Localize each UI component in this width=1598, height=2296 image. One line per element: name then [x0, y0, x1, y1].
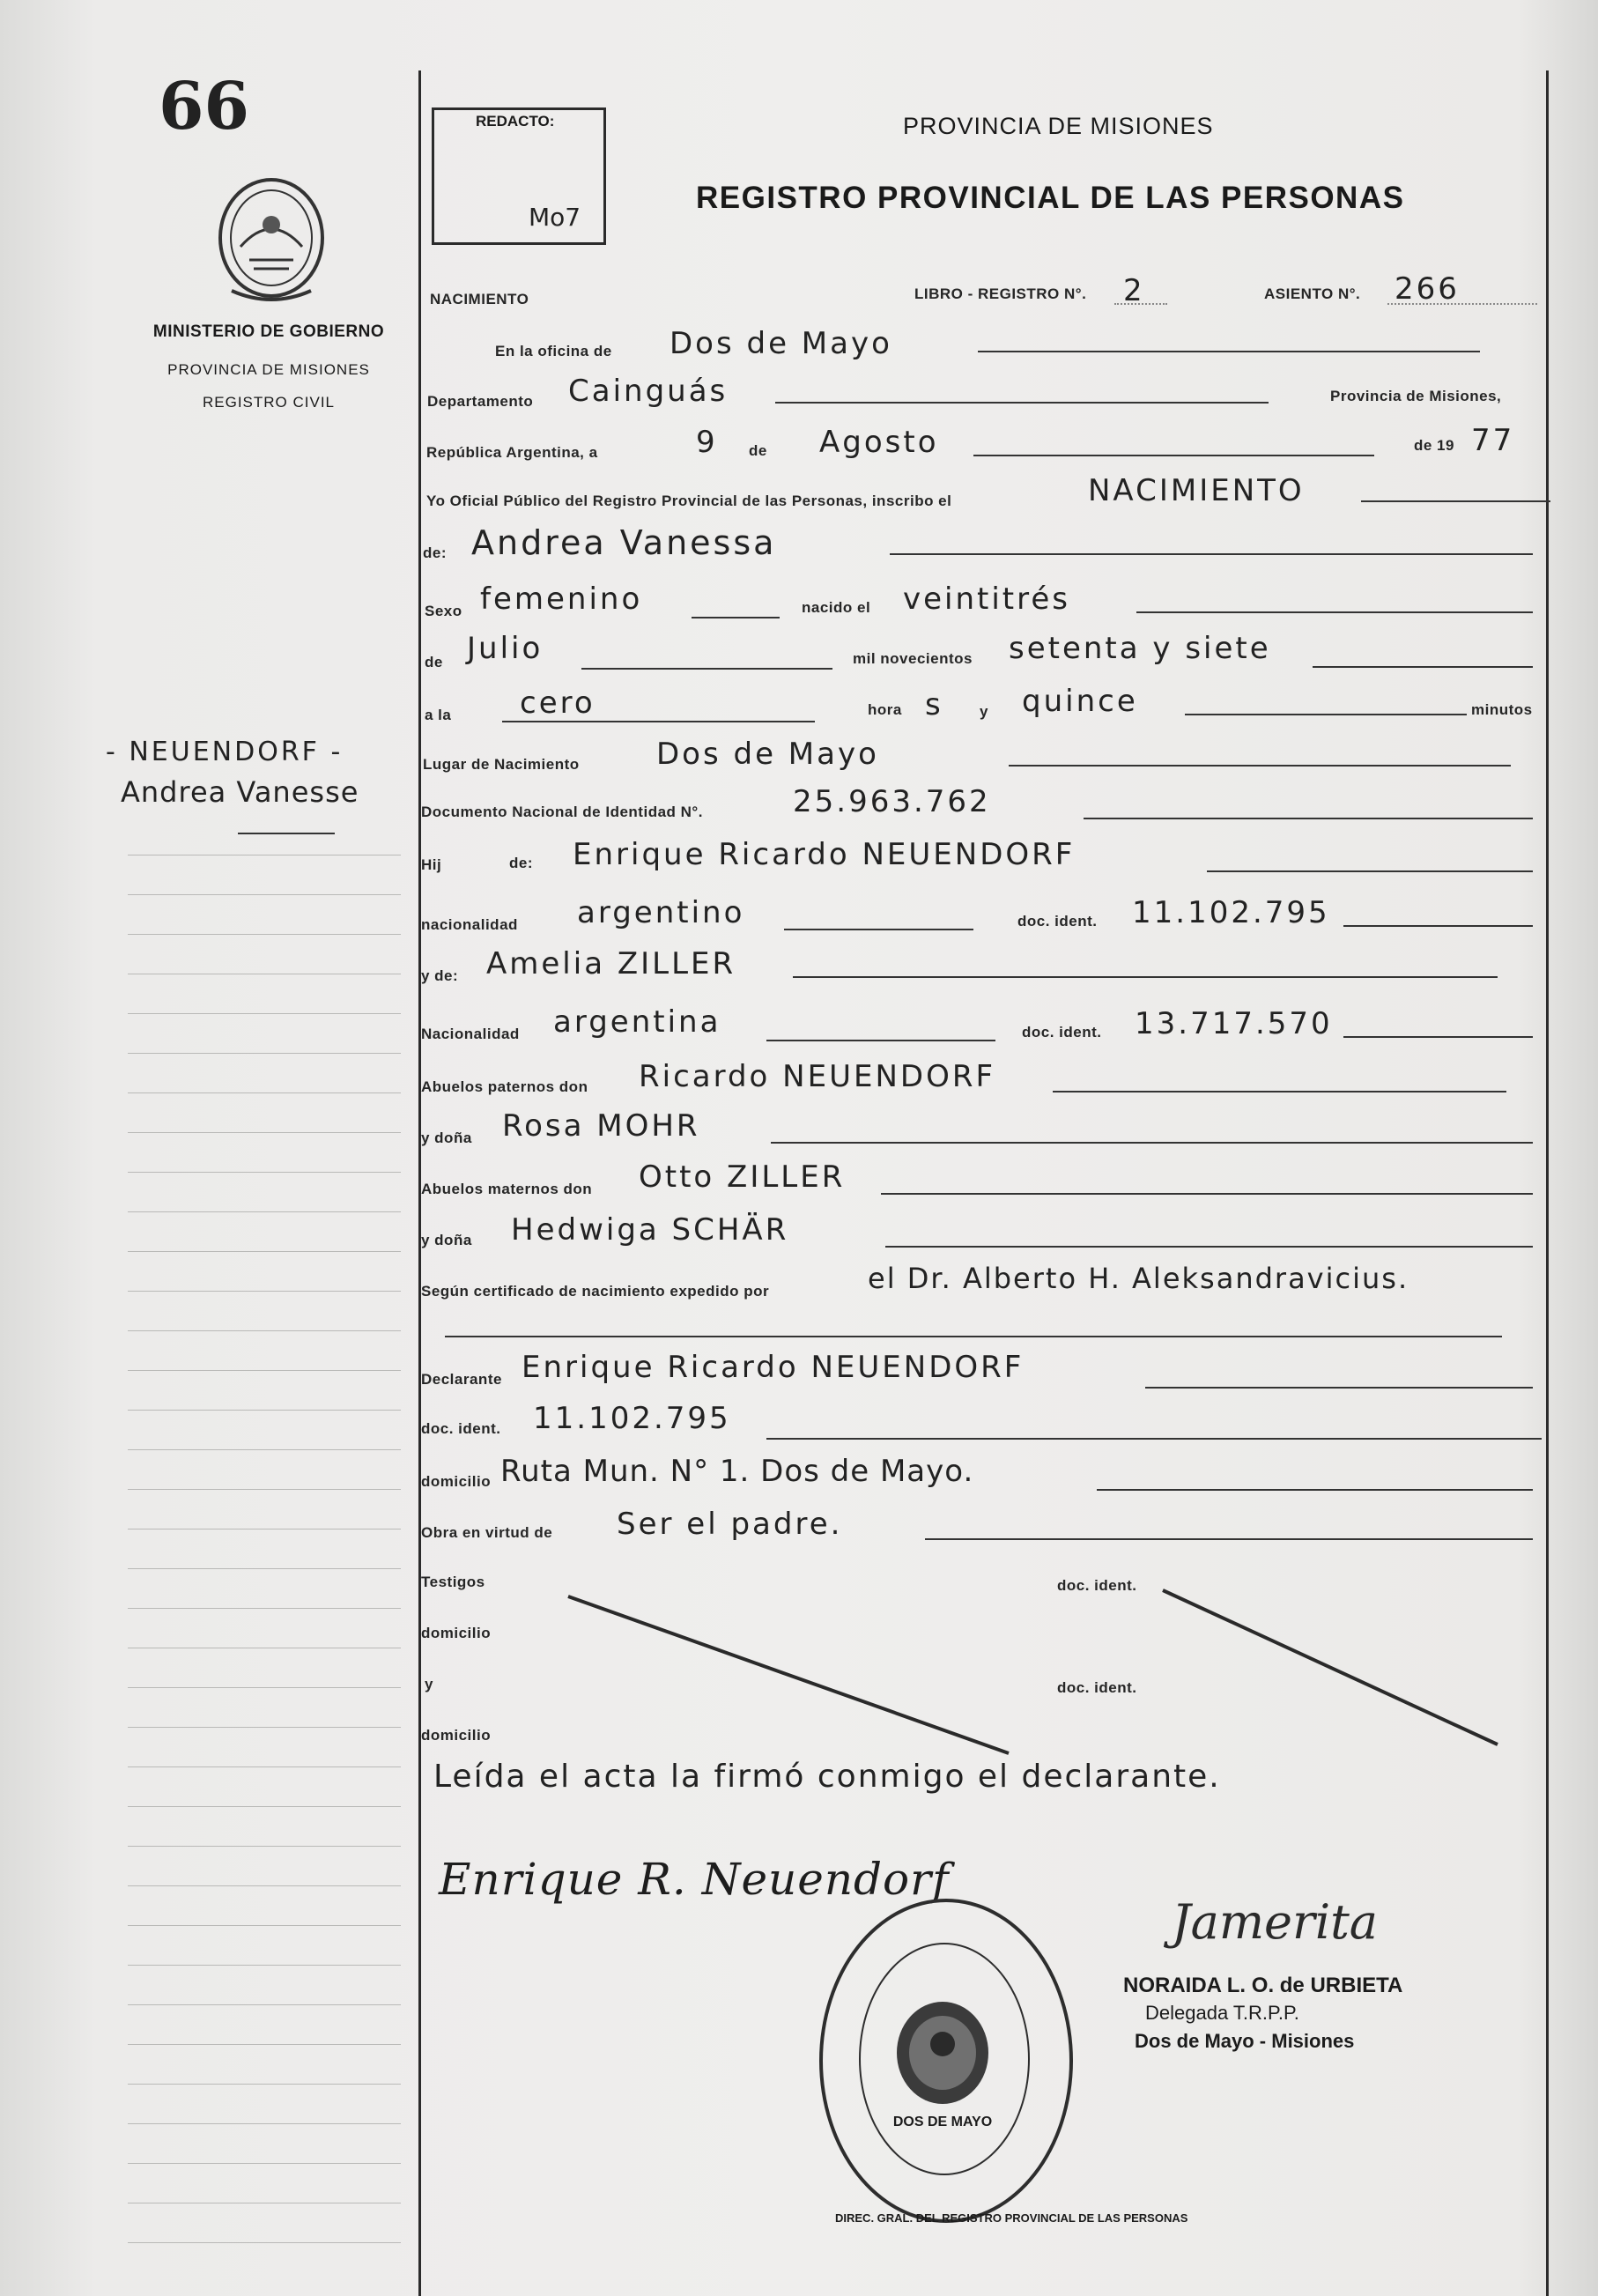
redacto-label: REDACTO: [476, 113, 555, 130]
hora-minutos-label: minutos [1471, 701, 1533, 718]
mes-label: de [425, 654, 443, 670]
domicilio-label: domicilio [421, 1473, 492, 1490]
nacido-label: nacido el [802, 599, 871, 616]
mes-rule-2 [1313, 666, 1533, 668]
margin-given-names: Andrea Vanesse [121, 775, 359, 809]
libro-value: 2 [1123, 273, 1145, 308]
fecha-label: República Argentina, a [426, 444, 598, 461]
testigo1-domicilio-label: domicilio [421, 1625, 492, 1641]
hijo-rule [1207, 870, 1533, 872]
ministry-title: MINISTERIO DE GOBIERNO [152, 322, 385, 341]
nac-padre-value: argentino [577, 895, 745, 930]
hora-rule-2 [1185, 714, 1467, 715]
header-registry: REGISTRO PROVINCIAL DE LAS PERSONAS [696, 181, 1405, 215]
certificado-rule [445, 1336, 1502, 1337]
abuelos-pat-dona-value: Rosa MOHR [502, 1108, 700, 1144]
fecha-month: Agosto [819, 425, 939, 460]
de-value: Andrea Vanessa [471, 523, 777, 562]
nac-padre-label: nacionalidad [421, 916, 518, 933]
mes-anio-value: setenta y siete [1009, 631, 1271, 666]
documento-label: Documento Nacional de Identidad N°. [421, 804, 703, 820]
abuelos-mat-don-value: Otto ZILLER [639, 1159, 846, 1195]
departamento-label: Departamento [427, 393, 534, 410]
departamento-suffix: Provincia de Misiones, [1330, 388, 1502, 404]
hora-hora-label: hora [868, 701, 902, 718]
asiento-dots [1387, 303, 1537, 305]
hora-minutos-value: quince [1022, 684, 1138, 719]
certificado-value: el Dr. Alberto H. Aleksandravicius. [868, 1262, 1409, 1295]
nac-madre-value: argentina [553, 1004, 721, 1040]
sexo-rule [692, 617, 780, 618]
closing-text: Leída el acta la firmó conmigo el declarante. [433, 1759, 1221, 1795]
hijo-value: Enrique Ricardo NEUENDORF [573, 837, 1076, 872]
fecha-year-label: de 19 [1414, 437, 1454, 454]
oficina-rule [978, 351, 1480, 352]
ministry-province: PROVINCIA DE MISIONES [167, 361, 370, 378]
certificado-label: Según certificado de nacimiento expedido por [421, 1283, 770, 1300]
oficial-label: Yo Oficial Público del Registro Provincial de las Personas, inscribo el [426, 493, 952, 509]
nac-padre-doc-label: doc. ident. [1017, 913, 1098, 930]
lugar-label: Lugar de Nacimiento [423, 756, 580, 773]
decl-doc-rule [766, 1438, 1542, 1440]
seal-crest-icon [885, 1996, 1000, 2110]
oficina-value: Dos de Mayo [670, 326, 892, 361]
redacto-initials: Mo7 [529, 203, 581, 232]
margin-surname: - NEUENDORF - [106, 737, 344, 767]
act-type: NACIMIENTO [430, 291, 529, 307]
hora-label: a la [425, 707, 452, 723]
declarante-value: Enrique Ricardo NEUENDORF [522, 1350, 1025, 1385]
testigo1-doc-label: doc. ident. [1057, 1577, 1137, 1594]
oficina-label: En la oficina de [495, 343, 612, 359]
fecha-year: 77 [1471, 423, 1515, 458]
madre-rule [793, 976, 1498, 978]
declarante-rule [1145, 1387, 1533, 1389]
right-column-rule [1546, 70, 1549, 2296]
abuelos-mat-don-label: Abuelos maternos don [421, 1181, 593, 1197]
hijo-label-de: de: [509, 855, 533, 871]
abuelos-pat-don-value: Ricardo NEUENDORF [639, 1059, 996, 1094]
oficial-value: NACIMIENTO [1088, 473, 1305, 508]
abuelos-pat-dona-label: y doña [421, 1129, 472, 1146]
abuelos-pat-don-rule [1053, 1091, 1506, 1092]
nac-madre-doc-label: doc. ident. [1022, 1024, 1102, 1041]
asiento-value: 266 [1395, 271, 1460, 307]
mes-anio-label: mil novecientos [853, 650, 973, 667]
official-title: Delegada T.R.P.P. [1145, 2002, 1299, 2024]
abuelos-mat-dona-label: y doña [421, 1232, 472, 1248]
nac-padre-rule [784, 929, 973, 930]
sexo-label: Sexo [425, 603, 462, 619]
de-label: de: [423, 544, 447, 561]
abuelos-pat-don-label: Abuelos paternos don [421, 1078, 588, 1095]
obra-rule [925, 1538, 1533, 1540]
mes-value: Julio [467, 631, 544, 666]
official-name: NORAIDA L. O. de URBIETA [1123, 1974, 1403, 1997]
decl-doc-value: 11.102.795 [533, 1401, 731, 1436]
testigo-y-label: y [425, 1676, 433, 1692]
nac-madre-label: Nacionalidad [421, 1026, 520, 1042]
abuelos-pat-dona-rule [771, 1142, 1533, 1144]
hora-hora-value: s [925, 687, 943, 722]
lugar-rule [1009, 765, 1511, 767]
de-rule [890, 553, 1533, 555]
abuelos-mat-dona-rule [885, 1246, 1533, 1248]
asiento-label: ASIENTO N°. [1264, 285, 1361, 302]
lugar-value: Dos de Mayo [656, 737, 879, 772]
testigo2-domicilio-label: domicilio [421, 1727, 492, 1744]
declarant-signature: Enrique R. Neuendorf [439, 1854, 950, 1905]
abuelos-mat-don-rule [881, 1193, 1533, 1195]
mes-rule [581, 668, 832, 670]
header-province: PROVINCIA DE MISIONES [903, 113, 1214, 139]
madre-value: Amelia ZILLER [486, 946, 736, 981]
fecha-de: de [749, 442, 767, 459]
domicilio-rule [1097, 1489, 1533, 1491]
nacido-value: veintitrés [903, 581, 1071, 617]
departamento-rule [775, 402, 1269, 404]
margin-underline [238, 833, 335, 834]
sexo-value: femenino [480, 581, 643, 617]
libro-label: LIBRO - REGISTRO N°. [914, 285, 1087, 302]
ministry-office: REGISTRO CIVIL [202, 394, 336, 411]
documento-value: 25.963.762 [793, 784, 991, 819]
obra-label: Obra en virtud de [421, 1524, 553, 1541]
oficial-rule [1361, 500, 1550, 502]
departamento-value: Cainguás [568, 374, 729, 409]
domicilio-value: Ruta Mun. N° 1. Dos de Mayo. [500, 1454, 974, 1489]
abuelos-mat-dona-value: Hedwiga SCHÄR [511, 1212, 789, 1248]
seal-ring-text: DIREC. GRAL. DEL REGISTRO PROVINCIAL DE LAS PERSONAS [835, 2211, 1188, 2225]
decl-doc-label: doc. ident. [421, 1420, 501, 1437]
hora-y-label: y [980, 703, 988, 720]
testigos-cross-out [546, 1577, 1515, 1771]
madre-label: y de: [421, 967, 459, 984]
nac-madre-doc-rule [1343, 1036, 1533, 1038]
official-place: Dos de Mayo - Misiones [1135, 2030, 1355, 2052]
libro-dots [1114, 303, 1167, 305]
nac-padre-doc-value: 11.102.795 [1132, 895, 1330, 930]
testigo2-doc-label: doc. ident. [1057, 1679, 1137, 1696]
nac-madre-doc-value: 13.717.570 [1135, 1006, 1333, 1041]
documento-rule [1084, 818, 1533, 819]
hora-rule [502, 721, 815, 722]
fecha-rule [973, 455, 1374, 456]
nac-padre-doc-rule [1343, 925, 1533, 927]
obra-value: Ser el padre. [617, 1507, 843, 1542]
official-signature: Jamerita [1172, 1894, 1378, 1950]
fecha-day: 9 [696, 425, 718, 460]
hora-value: cero [520, 685, 596, 721]
declarante-label: Declarante [421, 1371, 502, 1388]
nacido-rule [1136, 611, 1533, 613]
provincial-crest-icon [214, 176, 329, 308]
hijo-label: Hij [421, 856, 442, 873]
nac-madre-rule [766, 1040, 995, 1041]
page-number: 66 [159, 69, 249, 144]
testigos-label: Testigos [421, 1574, 485, 1590]
seal-inner-text: DOS DE MAYO [892, 2115, 993, 2129]
